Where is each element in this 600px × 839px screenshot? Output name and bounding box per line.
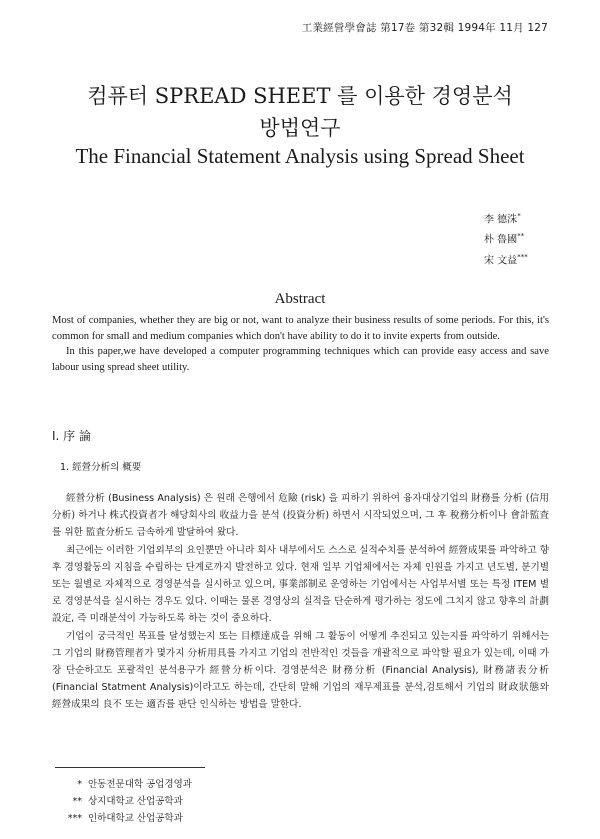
footnotes (60, 776, 192, 827)
author-3 (484, 249, 528, 269)
footnote-2 (60, 793, 192, 810)
author-name: 宋 文益 (484, 254, 518, 266)
abstract-heading: Abstract (274, 291, 326, 307)
footnote-mark: *** (67, 813, 82, 824)
footnote-text: 인하대학교 산업공학과 (88, 813, 183, 824)
footnote-divider (55, 767, 205, 768)
author-2 (484, 228, 528, 248)
section-heading: Ⅰ. 序 論 (52, 429, 91, 443)
footnote-3 (60, 810, 192, 827)
author-1 (484, 208, 528, 228)
footnote-mark: ** (72, 796, 82, 807)
author-name: 朴 魯國 (484, 234, 518, 246)
abstract-paragraph-1: Most of companies, whether they are big or not, want to analyze their business results of some periods. For this, it's common for small and medium companies which don't have ability to do it to invite experts from outside. (52, 315, 549, 342)
footnote-mark: * (77, 779, 82, 790)
author-mark: * (517, 212, 521, 220)
author-mark: ** (517, 232, 525, 241)
korean-title-line2: 방법연구 (259, 116, 341, 140)
body-paragraph-1: 經營分析 (Business Analysis) 은 원래 은행에서 危險 (risk) 을 피하기 위하여 융자대상기업의 財務를 分析 (信用分析) 하거나 株式投資者가 해당회사의 收益力을 분석 (投資分析) 하면서 시작되었으며, 그 후 稅務分析이나 會計監査를 위한 監査分析도 급속하게 발달하여 왔다. (52, 493, 549, 539)
journal-header: 工業經營學會誌 第17卷 第32輯 1994年 11月 127 (301, 22, 548, 34)
author-name: 李 德洙 (484, 214, 518, 226)
korean-title-line1: 컴퓨터 SPREAD SHEET 를 이용한 경영분석 (87, 84, 513, 108)
english-title: The Financial Statement Analysis using Spread Sheet (75, 144, 525, 168)
body-paragraph-3: 기업이 궁극적인 목표를 달성했는지 또는 目標達成을 위해 그 활동이 어떻게 추진되고 있는지를 파악하기 위해서는 그 기업의 財務管理者가 몇가지 分析用具를 가지고 기업의 전반적인 것들을 개괄적으로 파악할 필요가 있는데, 이때 가장 단순하고도 포괄적인 분석용구가 經營分析이다. 경영분석은 財務分析 (Financial Analysis), 財務諸表分析 (Financial Statment Analysis)이라고도 하는데, 간단히 말해 기업의 재무제표를 분석,검토해서 기업의 財政狀態와 經營成果의 良不 또는 適否를 판단 인식하는 방법을 말한다. (52, 630, 549, 711)
author-mark: *** (517, 252, 528, 261)
abstract-body (52, 313, 549, 375)
footnote-text: 안동전문대학 공업경영과 (88, 779, 192, 790)
footnote-text: 상지대학교 산업공학과 (88, 796, 183, 807)
footnote-1 (60, 776, 192, 793)
abstract-paragraph-2: In this paper,we have developed a computer programming techniques which can provide easy access and save labour using spread sheet utility. (52, 346, 549, 373)
subsection-heading: 1. 經營分析의 概要 (60, 462, 142, 473)
body-text (52, 490, 549, 714)
body-paragraph-2: 최근에는 이러한 기업외부의 요인뿐만 아니라 회사 내부에서도 스스로 실적수치를 분석하여 經營成果를 파악하고 향후 경영활동의 지침을 수립하는 단계로까지 발전하고 있다. 현재 일부 기업체에서는 자체 인원을 가지고 년도별, 분기별 또는 월별로 자체적으로 경영분석을 실시하고 있으며, 事業部制로 운영하는 기업에서는 사업부서별 또는 특정 ITEM 별로 경영분석을 실시하는 경우도 있다. 이때는 물론 경영상의 실적을 단순하게 평가하는 정도에 그치지 않고 향후의 計劃設定, 즉 미래분석이 가능하도록 하는 것이 중요하다. (52, 544, 549, 625)
author-list (484, 208, 528, 269)
